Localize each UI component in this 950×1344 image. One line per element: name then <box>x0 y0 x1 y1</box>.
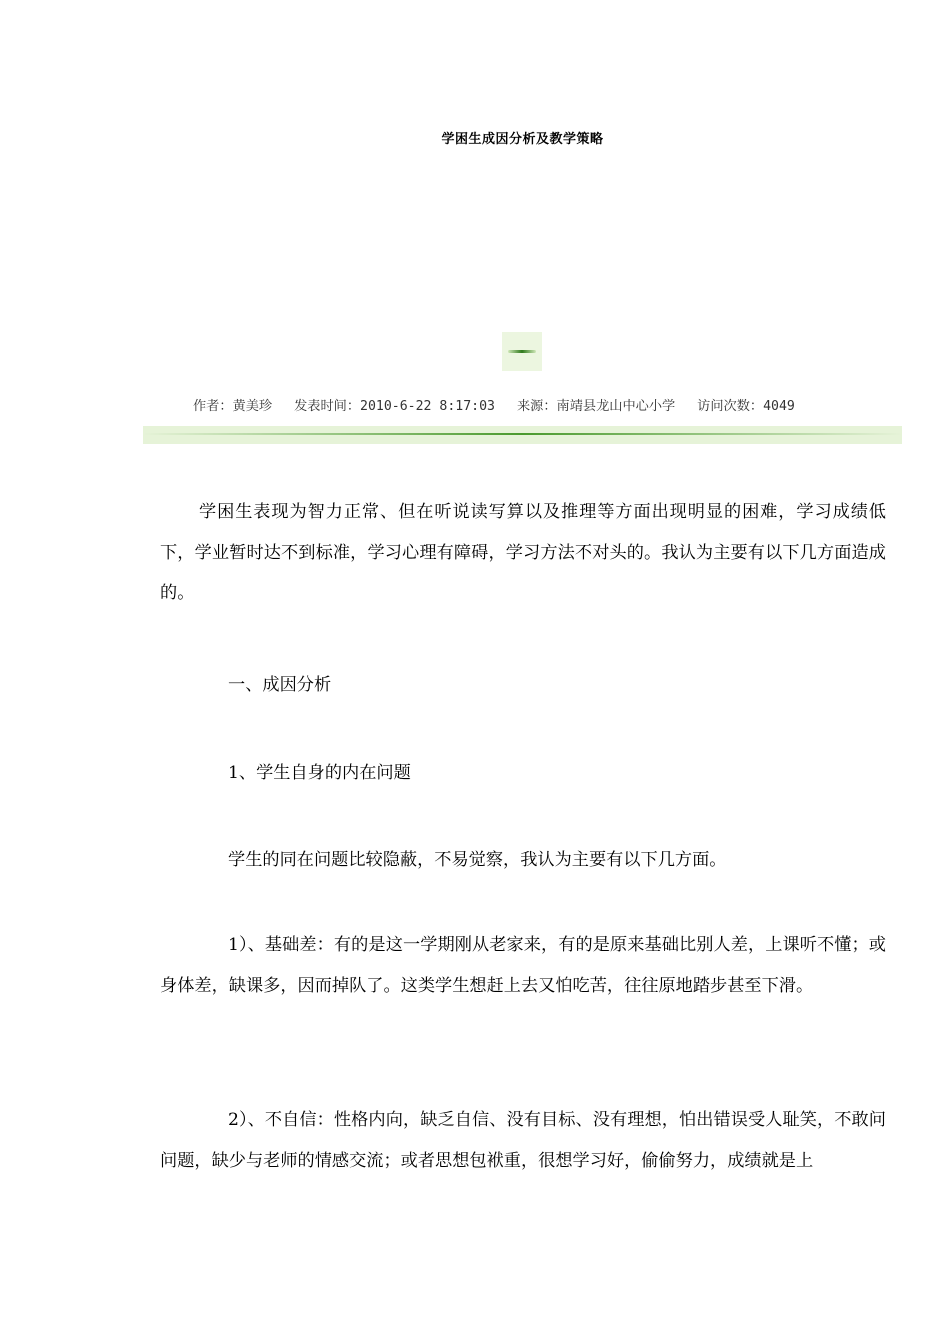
ornament-line <box>508 350 536 353</box>
header-divider <box>143 426 902 444</box>
article-meta <box>193 395 795 414</box>
meta-source: 来源：南靖县龙山中心小学 <box>516 399 676 414</box>
ornament-divider <box>502 332 542 371</box>
section-heading: 一、成因分析 <box>228 675 332 695</box>
subsection-heading: 1、学生自身的内在问题 <box>228 763 411 783</box>
point-1-paragraph: 1）、基础差：有的是这一学期刚从老家来，有的是原来基础比别人差，上课听不懂；或身体差，缺课多，因而掉队了。这类学生想赶上去又怕吃苦，往往原地踏步甚至下滑。 <box>160 935 886 996</box>
document-title: 学困生成因分析及教学策略 <box>441 132 604 147</box>
sub-intro-paragraph: 学生的同在问题比较隐蔽，不易觉察，我认为主要有以下几方面。 <box>228 850 727 870</box>
meta-author: 作者：黄美珍 <box>193 399 273 414</box>
point-2-paragraph: 2）、不自信：性格内向，缺乏自信、没有目标、没有理想，怕出错误受人耻笑，不敢问问题，缺少与老师的情感交流；或者思想包袱重，很想学习好，偷偷努力，成绩就是上 <box>160 1110 886 1171</box>
meta-published: 发表时间：2010-6-22 8:17:03 <box>294 399 495 414</box>
meta-visits: 访问次数：4049 <box>697 399 795 414</box>
divider-line <box>143 433 902 435</box>
intro-paragraph: 学困生表现为智力正常、但在听说读写算以及推理等方面出现明显的困难，学习成绩低下，学业暂时达不到标准，学习心理有障碍，学习方法不对头的。我认为主要有以下几方面造成的。 <box>160 502 886 603</box>
